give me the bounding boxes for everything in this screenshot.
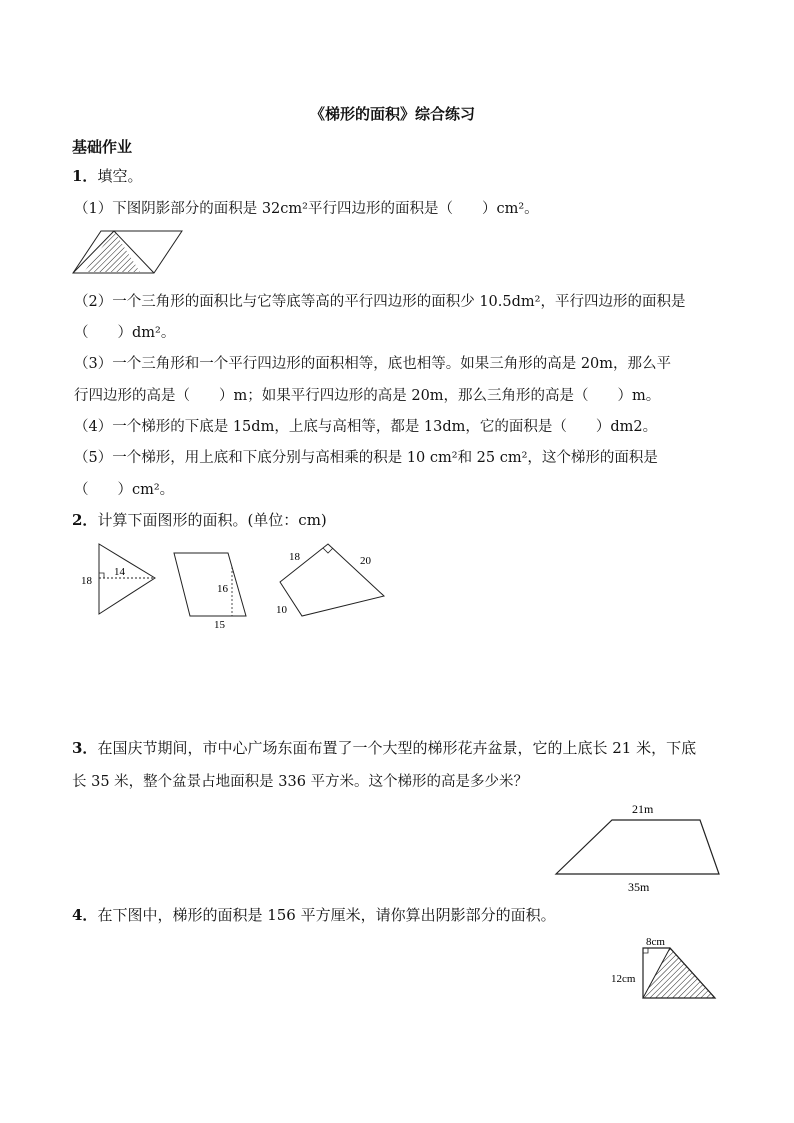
q1-part-2b: （ ）dm²。 (74, 325, 176, 341)
shaded-triangle (84, 231, 140, 272)
question-4-text: 在下图中，梯形的面积是 156 平方厘米，请你算出阴影部分的面积。 (97, 906, 556, 924)
page-title: 《梯形的面积》综合练习 (310, 105, 476, 123)
right-trapezoid-height-label: 12cm (611, 973, 636, 985)
question-2-number: 2． (72, 511, 98, 529)
q1-part-4: （4）一个梯形的下底是 15dm，上底与高相等，都是 13dm，它的面积是（ ）dm2。 (74, 419, 658, 435)
question-4 (72, 904, 556, 925)
trapezoid-bottom-label: 35m (628, 880, 650, 894)
trapezoid-top-label: 21m (632, 802, 654, 816)
q1-part-1: （1）下图阴影部分的面积是 32cm²平行四边形的面积是（ ）cm²。 (74, 201, 539, 217)
question-3a (72, 737, 696, 758)
right-trapezoid-top-label: 8cm (646, 936, 665, 948)
section-heading: 基础作业 (72, 138, 133, 156)
quadrilateral-figure (170, 550, 250, 632)
question-3b: 长 35 米，整个盆景占地面积是 336 平方米。这个梯形的高是多少米？ (72, 774, 529, 790)
q1-part-5b: （ ）cm²。 (74, 482, 175, 498)
question-2-text: 计算下面图形的面积。(单位：cm) (97, 511, 327, 529)
triangle-side-label: 18 (81, 575, 92, 587)
shaded-triangle-q4 (643, 948, 715, 998)
question-1 (72, 165, 142, 186)
quadrilateral-base-label: 15 (214, 619, 225, 631)
kite-label-a: 18 (289, 551, 300, 563)
kite-label-b: 20 (360, 555, 371, 567)
question-4-number: 4． (72, 906, 98, 924)
triangle-height-label: 14 (114, 566, 125, 578)
kite-label-c: 10 (276, 604, 287, 616)
right-trapezoid-figure (608, 932, 720, 1004)
quadrilateral-height-label: 16 (217, 583, 228, 595)
question-3-number: 3． (72, 739, 98, 757)
q1-part-3a: （3）一个三角形和一个平行四边形的面积相等，底也相等。如果三角形的高是 20m，那么平 (74, 356, 672, 372)
q1-part-5a: （5）一个梯形，用上底和下底分别与高相乘的积是 10 cm²和 25 cm²，这个梯形的面积是 (74, 450, 658, 466)
question-1-text: 填空。 (97, 167, 143, 185)
triangle-figure (76, 540, 160, 618)
kite-figure (272, 538, 390, 618)
question-3-text-a: 在国庆节期间，市中心广场东面布置了一个大型的梯形花卉盆景，它的上底长 21 米，下底 (97, 739, 697, 757)
parallelogram-figure (70, 228, 184, 276)
q1-part-2a: （2）一个三角形的面积比与它等底等高的平行四边形的面积少 10.5dm²，平行四边形的面积是 (74, 294, 686, 310)
question-1-number: 1． (72, 167, 98, 185)
trapezoid-figure (552, 798, 724, 894)
q1-part-3b: 行四边形的高是（ ）m；如果平行四边形的高是 20m，那么三角形的高是（ ）m。 (74, 388, 661, 404)
question-2 (72, 509, 327, 530)
